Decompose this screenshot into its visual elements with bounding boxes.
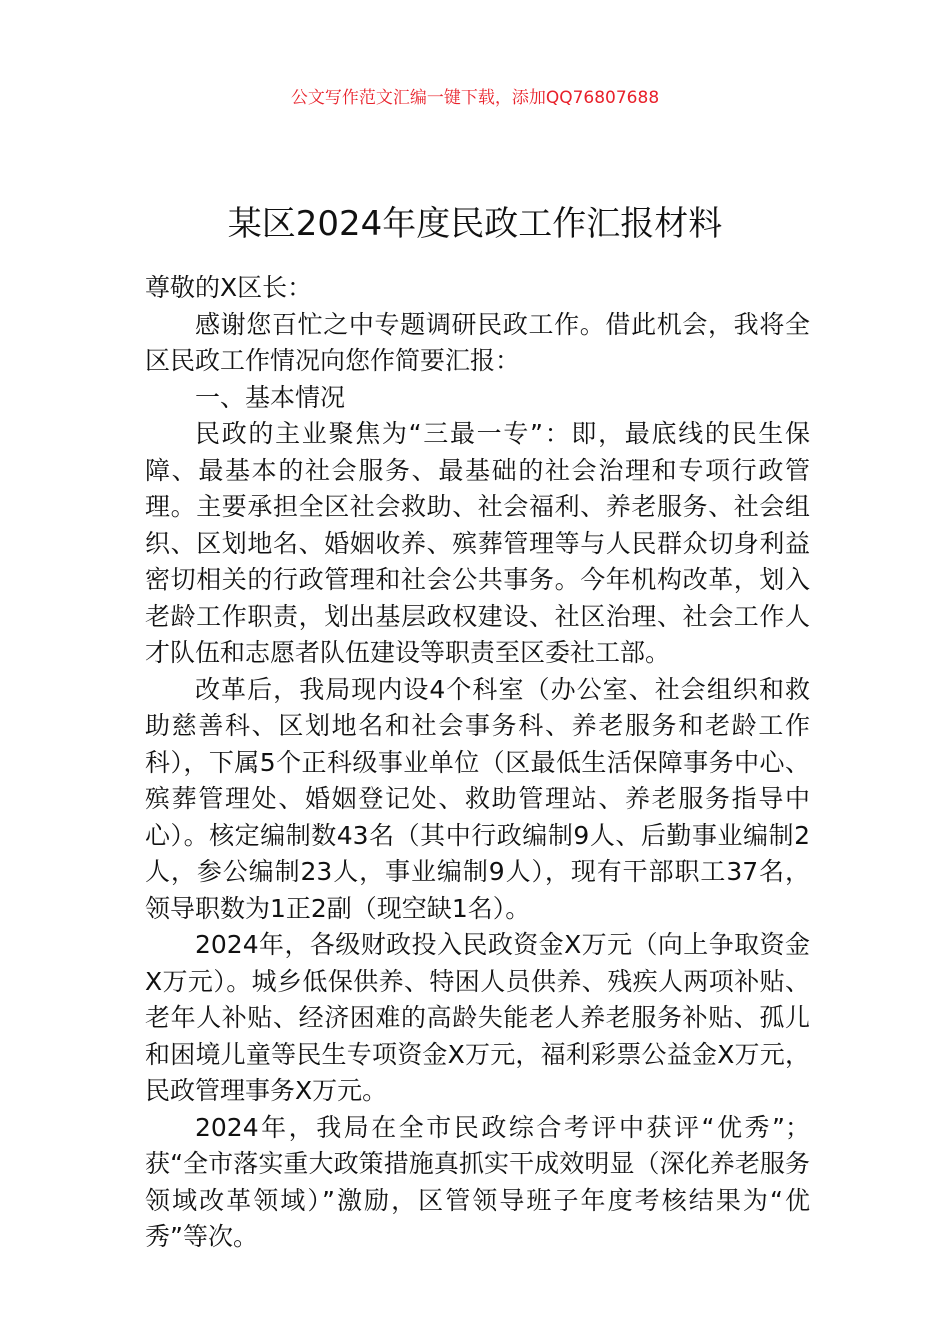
paragraph-funding: 2024年，各级财政投入民政资金X万元（向上争取资金X万元）。城乡低保供养、特困人员供养、残疾人两项补贴、老年人补贴、经济困难的高龄失能老人养老服务补贴、孤儿和困境儿童等民生专项资金X万元，福利彩票公益金X万元，民政管理事务X万元。 (145, 930, 810, 1105)
document-body (145, 270, 810, 1256)
header-banner: 公文写作范文汇编一键下载，添加QQ76807688 (290, 88, 660, 108)
document-title: 某区2024年度民政工作汇报材料 (227, 203, 723, 244)
paragraph-awards: 2024年，我局在全市民政综合考评中获评“优秀”；获“全市落实重大政策措施真抓实干成效明显（深化养老服务领域改革领域）”激励，区管领导班子年度考核结果为“优秀”等次。 (145, 1112, 810, 1251)
section-heading-basic-situation: 一、基本情况 (195, 382, 346, 412)
paragraph-organization: 改革后，我局现内设4个科室（办公室、社会组织和救助慈善科、区划地名和社会事务科、养老服务和老龄工作科），下属5个正科级事业单位（区最低生活保障事务中心、殡葬管理处、婚姻登记处、救助管理站、养老服务指导中心）。核定编制数43名（其中行政编制9人、后勤事业编制2人，参公编制23人，事业编制9人），现有干部职工37名，领导职数为1正2副（现空缺1名）。 (145, 674, 810, 923)
paragraph-main-duties: 民政的主业聚焦为“三最一专”：即，最底线的民生保障、最基本的社会服务、最基础的社会治理和专项行政管理。主要承担全区社会救助、社会福利、养老服务、社会组织、区划地名、婚姻收养、殡葬管理等与人民群众切身利益密切相关的行政管理和社会公共事务。今年机构改革，划入老龄工作职责，划出基层政权建设、社区治理、社会工作人才队伍和志愿者队伍建设等职责至区委社工部。 (145, 419, 810, 667)
salutation: 尊敬的X区长： (145, 273, 313, 302)
paragraph-intro: 感谢您百忙之中专题调研民政工作。借此机会，我将全区民政工作情况向您作简要汇报： (145, 309, 810, 375)
